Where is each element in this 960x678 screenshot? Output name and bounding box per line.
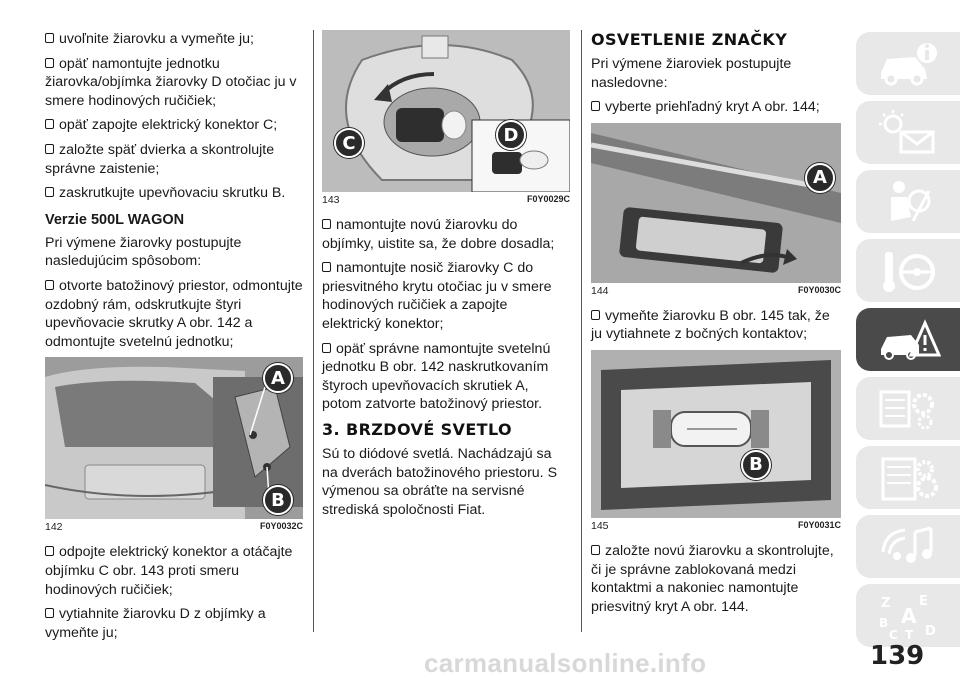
figure-142-caption bbox=[45, 521, 303, 533]
callout-d: D bbox=[496, 120, 526, 150]
checkbox-bullet-icon bbox=[45, 58, 54, 68]
tab-warning-lights[interactable] bbox=[856, 101, 960, 164]
figure-142 bbox=[45, 357, 303, 533]
tab-seat-airbag[interactable] bbox=[856, 170, 960, 233]
figure-code: F0Y0032C bbox=[259, 521, 303, 532]
checkbox-bullet-icon bbox=[591, 310, 600, 320]
column-1 bbox=[45, 30, 303, 648]
figure-code: F0Y0030C bbox=[797, 284, 841, 295]
heading-brake-light: 3. BRZDOVÉ SVETLO bbox=[322, 419, 513, 439]
figure-143-image bbox=[322, 30, 570, 192]
checkbox-bullet-icon bbox=[45, 280, 54, 290]
key-steering-icon bbox=[875, 246, 941, 296]
checkbox-bullet-icon bbox=[45, 33, 54, 43]
warning-lights-icon bbox=[875, 108, 941, 158]
callout-b: B bbox=[741, 450, 771, 480]
bulb-contacts-illustration bbox=[591, 350, 841, 518]
figure-number: 143 bbox=[322, 194, 340, 206]
callout-c: C bbox=[334, 128, 364, 158]
column-2 bbox=[322, 30, 570, 525]
index-letter: D bbox=[925, 623, 936, 639]
index-letter: C bbox=[889, 627, 898, 641]
column-3 bbox=[591, 30, 841, 622]
tab-car-service[interactable] bbox=[856, 377, 960, 440]
tab-multimedia[interactable] bbox=[856, 515, 960, 578]
tab-car-breakdown[interactable] bbox=[856, 308, 960, 371]
list-item: namontujte nosič žiarovky C do priesvitného krytu otočiac ju v smere hodinových ručičiek a zapojte elektrický konektor; bbox=[322, 260, 552, 332]
callout-b: B bbox=[263, 485, 293, 515]
figure-number: 145 bbox=[591, 519, 609, 532]
index-letter: B bbox=[879, 615, 889, 630]
heading-license-light: OSVETLENIE ZNAČKY bbox=[591, 30, 788, 49]
callout-a: A bbox=[805, 163, 835, 193]
list-item: odpojte elektrický konektor a otáčajte objímku C obr. 143 proti smeru hodinových ručičiek; bbox=[45, 544, 293, 598]
list-item: založte novú žiarovku a skontrolujte, či je správne zablokovaná medzi kontaktmi a nakoniec namontujte priesvitný kryt A obr. 144. bbox=[591, 542, 834, 615]
checkbox-bullet-icon bbox=[45, 144, 54, 154]
car-breakdown-icon bbox=[875, 315, 941, 365]
callout-a: A bbox=[263, 363, 293, 393]
figure-code: F0Y0029C bbox=[526, 194, 570, 204]
watermark: carmanualsonline.info bbox=[424, 648, 707, 678]
bullet-list-top bbox=[45, 30, 303, 203]
lamp-unit-illustration bbox=[322, 30, 570, 192]
car-info-icon bbox=[875, 39, 941, 89]
intro-paragraph: Pri výmene žiarovky postupujte nasledujúcim spôsobom: bbox=[45, 234, 242, 270]
bullet-list-mid bbox=[45, 277, 303, 351]
chapter-tabs bbox=[856, 32, 960, 653]
subheading-500l-wagon: Verzie 500L WAGON bbox=[45, 211, 185, 228]
seat-airbag-icon bbox=[875, 177, 941, 227]
index-letter: T bbox=[905, 627, 914, 641]
list-item: namontujte novú žiarovku do objímky, uistite sa, že dobre dosadla; bbox=[322, 217, 555, 252]
car-service-gear-icon bbox=[875, 384, 941, 434]
tab-key-steering[interactable] bbox=[856, 239, 960, 302]
figure-number: 144 bbox=[591, 284, 609, 297]
bullet-list bbox=[322, 216, 570, 414]
list-item: založte späť dvierka a skontrolujte správne zaistenie; bbox=[45, 141, 275, 177]
bullet-list-bottom bbox=[45, 543, 303, 642]
list-item: opäť správne namontujte svetelnú jednotku B obr. 142 naskrutkovaním štyroch upevňovacích skrutiek A, potom zatvorte batožinový priestor. bbox=[322, 340, 551, 413]
checkbox-bullet-icon bbox=[591, 101, 600, 111]
list-item: opäť zapojte elektrický konektor C; bbox=[45, 116, 303, 135]
index-letter: A bbox=[901, 603, 917, 628]
index-letter: E bbox=[919, 593, 928, 609]
tab-technical-data[interactable] bbox=[856, 446, 960, 509]
column-divider bbox=[581, 30, 582, 632]
figure-145-caption bbox=[591, 520, 841, 532]
list-item: vytiahnite žiarovku D z objímky a vymeňte ju; bbox=[45, 606, 266, 641]
column-divider bbox=[313, 30, 314, 632]
multimedia-note-icon bbox=[875, 522, 941, 572]
figure-144 bbox=[591, 123, 841, 297]
figure-144-caption bbox=[591, 285, 841, 297]
figure-145 bbox=[591, 350, 841, 532]
checkbox-bullet-icon bbox=[322, 343, 331, 353]
page-number: 139 bbox=[870, 641, 925, 671]
brake-light-paragraph: Sú to diódové svetlá. Nachádzajú sa na dverách batožinového priestoru. S výmenou sa obráťte na servisné strediská spoločnosti Fiat. bbox=[322, 445, 558, 518]
intro-paragraph: Pri výmene žiaroviek postupujte nasledovne: bbox=[591, 56, 792, 91]
figure-number: 142 bbox=[45, 521, 63, 534]
list-item: opäť namontujte jednotku žiarovka/objímka žiarovky D otočiac ju v smere hodinových ručičiek; bbox=[45, 55, 297, 109]
figure-143 bbox=[322, 30, 570, 206]
tab-alphabetical-index[interactable] bbox=[856, 584, 960, 647]
list-item: vyberte priehľadný kryt A obr. 144; bbox=[591, 98, 841, 117]
figure-145-image bbox=[591, 350, 841, 518]
figure-144-image bbox=[591, 123, 841, 283]
alphabetical-index-icon bbox=[875, 591, 941, 641]
checkbox-bullet-icon bbox=[591, 545, 600, 555]
index-letter: Z bbox=[881, 595, 891, 611]
checkbox-bullet-icon bbox=[45, 608, 54, 618]
technical-data-icon bbox=[875, 453, 941, 503]
checkbox-bullet-icon bbox=[45, 546, 54, 556]
checkbox-bullet-icon bbox=[322, 262, 331, 272]
checkbox-bullet-icon bbox=[45, 119, 54, 129]
figure-142-image bbox=[45, 357, 303, 519]
checkbox-bullet-icon bbox=[322, 219, 331, 229]
license-cover-illustration bbox=[591, 123, 841, 283]
checkbox-bullet-icon bbox=[45, 187, 54, 197]
figure-code: F0Y0031C bbox=[797, 519, 841, 530]
list-item: uvoľnite žiarovku a vymeňte ju; bbox=[45, 30, 303, 49]
tab-car-info[interactable] bbox=[856, 32, 960, 95]
list-item: vymeňte žiarovku B obr. 145 tak, že ju vytiahnete z bočných kontaktov; bbox=[591, 307, 830, 343]
list-item: zaskrutkujte upevňovaciu skrutku B. bbox=[45, 184, 303, 203]
list-item: otvorte batožinový priestor, odmontujte ozdobný rám, odskrutkujte štyri upevňovacie skrutky A obr. 142 a odmontujte svetelnú jednotku; bbox=[45, 277, 303, 350]
figure-143-caption bbox=[322, 194, 570, 206]
